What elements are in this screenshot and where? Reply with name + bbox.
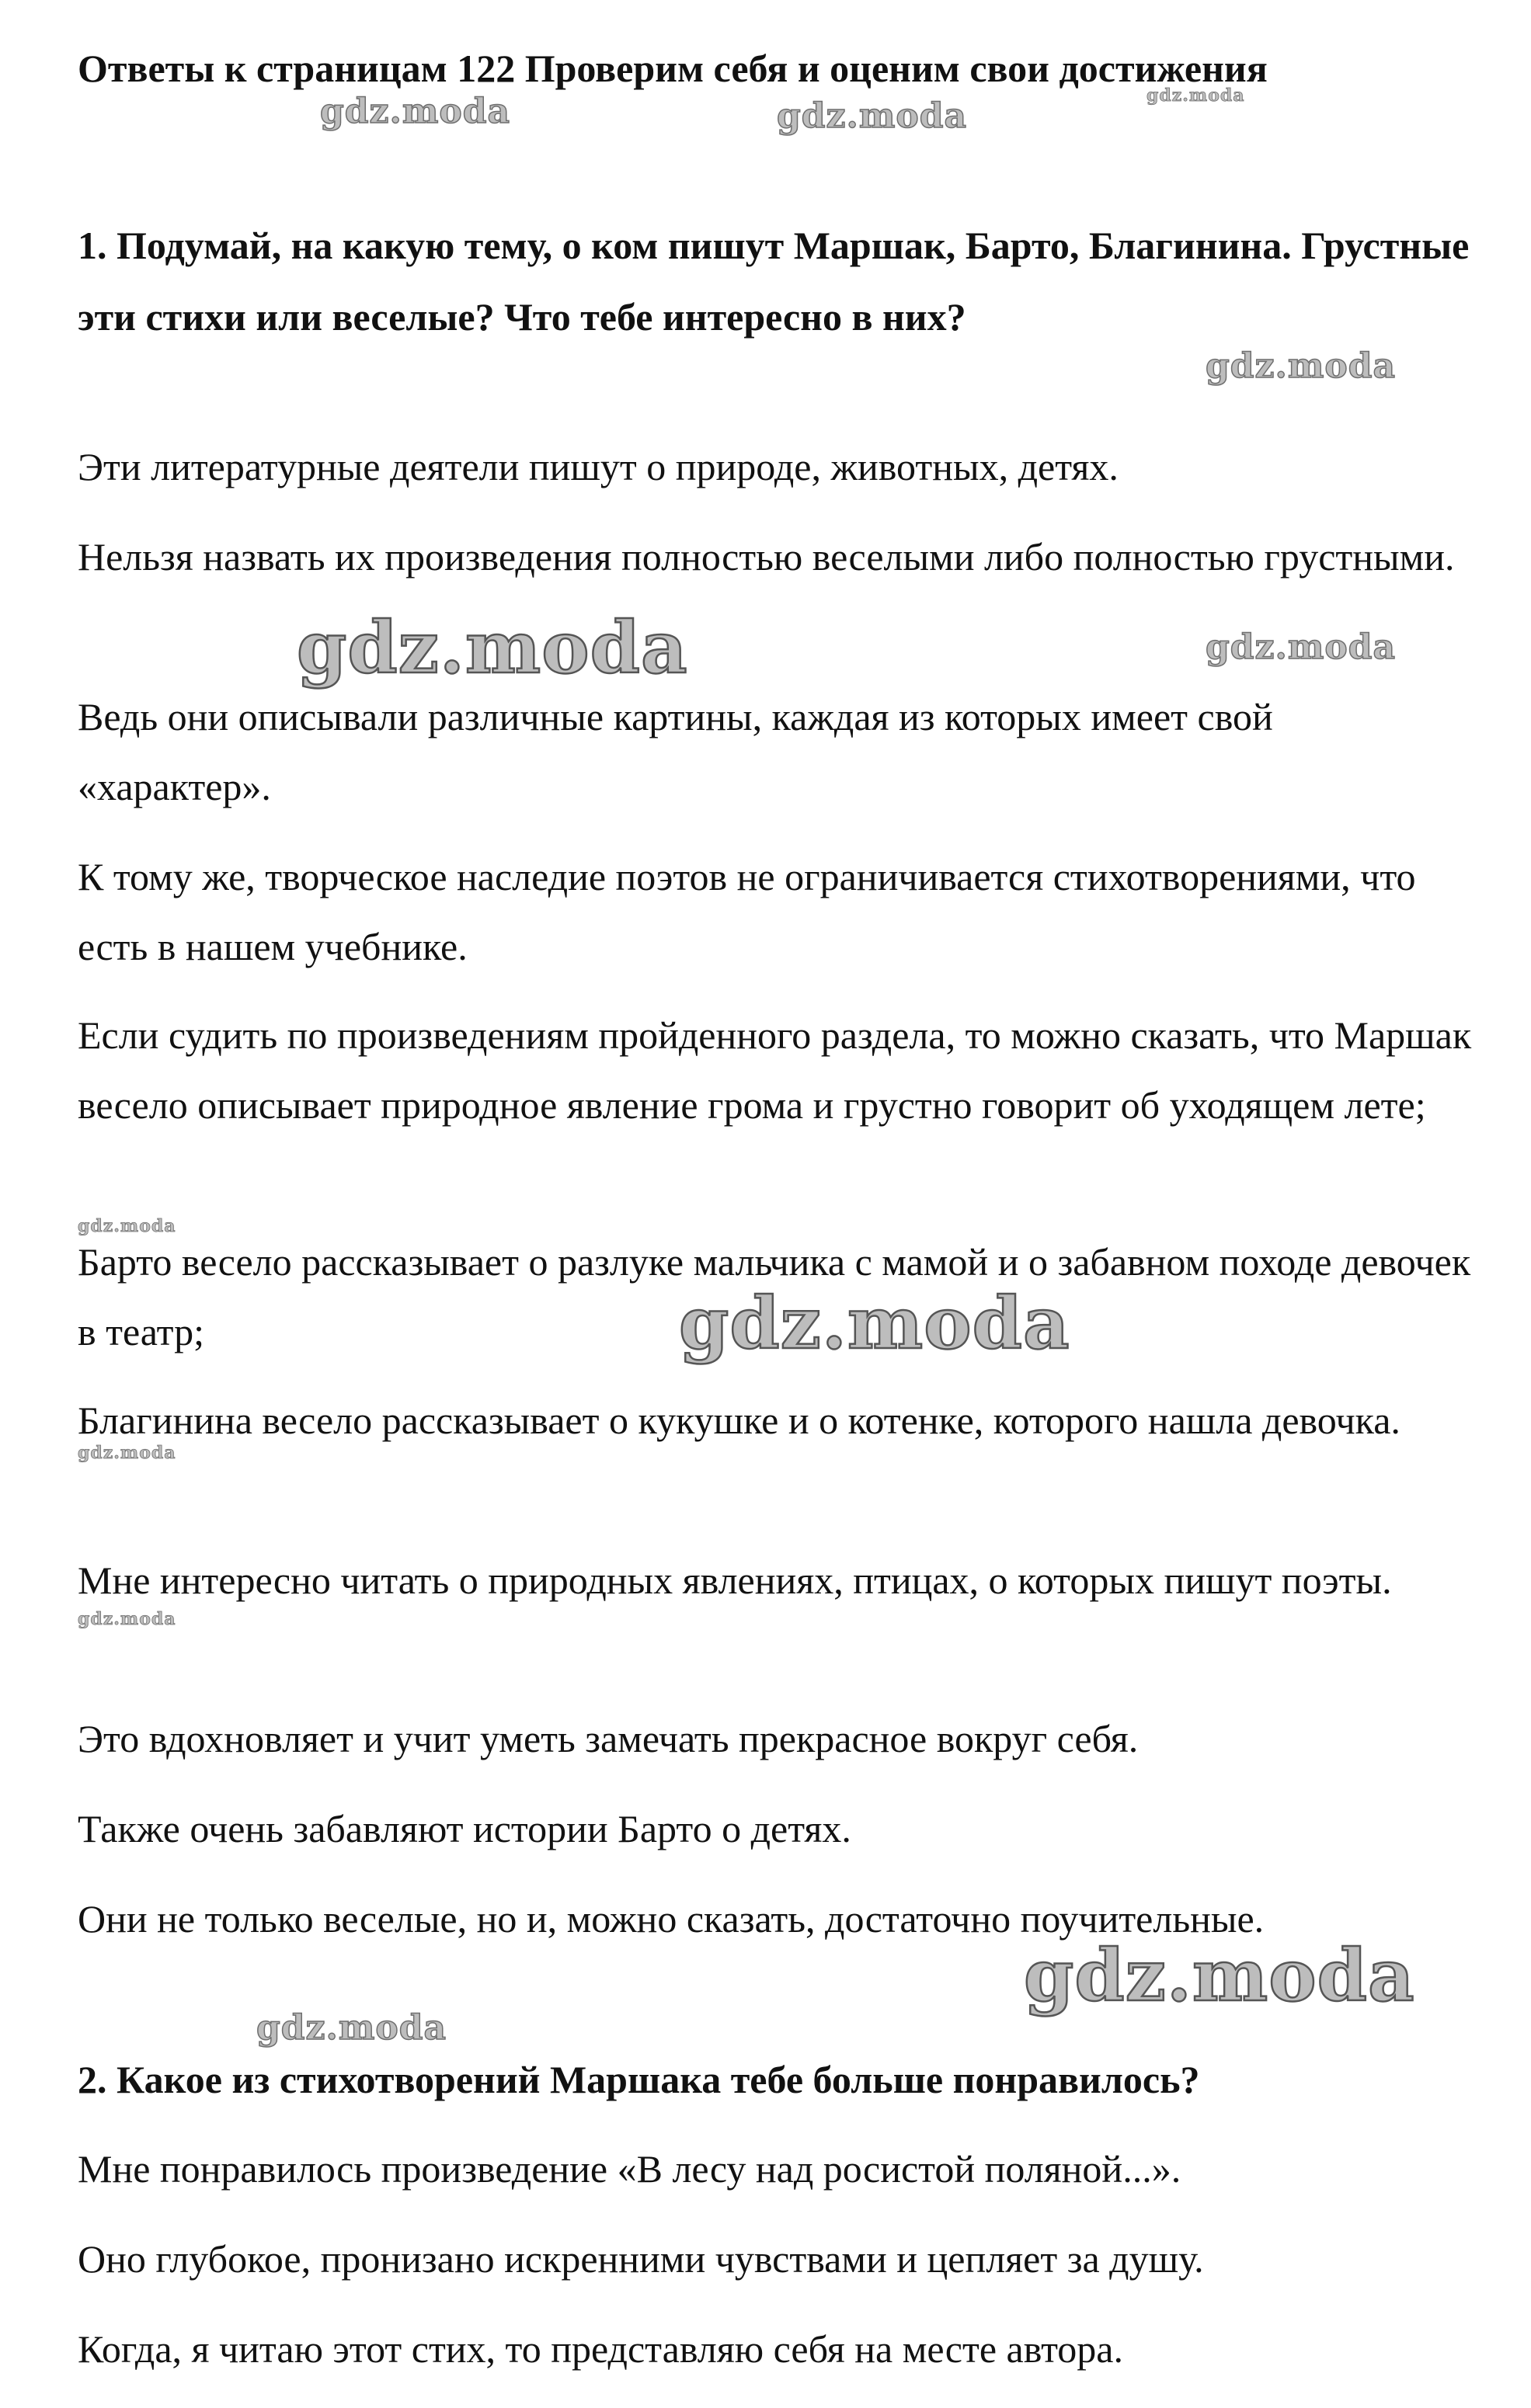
- question-1-heading: 1. Подумай, на какую тему, о ком пишут Маршак, Барто, Благинина. Грустные эти стихи или веселые? Что тебе интересно в них?: [78, 224, 1470, 339]
- answer-paragraph: Эти литературные деятели пишут о природе, животных, детях.: [78, 445, 1119, 488]
- question-2-heading: 2. Какое из стихотворений Маршака тебе больше понравилось?: [78, 2058, 1200, 2101]
- answer-paragraph: Мне интересно читать о природных явлениях, птицах, о которых пишут поэты.: [78, 1558, 1392, 1602]
- watermark-logo: gdz.moda: [297, 606, 688, 690]
- answer-paragraph: Нельзя назвать их произведения полностью веселыми либо полностью грустными.: [78, 535, 1455, 579]
- watermark-logo: gdz.moda: [777, 96, 968, 136]
- answer-paragraph: Также очень забавляют истории Барто о детях.: [78, 1807, 851, 1850]
- watermark-logo: gdz.moda: [256, 2008, 447, 2048]
- watermark-logo: gdz.moda: [679, 1281, 1070, 1365]
- answer-paragraph: Они не только веселые, но и, можно сказать, достаточно поучительные.: [78, 1897, 1265, 1941]
- answer-paragraph: Когда, я читаю этот стих, то представляю себя на месте автора.: [78, 2327, 1123, 2371]
- watermark-logo: gdz.moda: [1024, 1934, 1415, 2017]
- answer-paragraph: Оно глубокое, пронизано искренними чувствами и цепляет за душу.: [78, 2237, 1204, 2281]
- watermark-logo: gdz.moda: [1206, 627, 1397, 667]
- watermark-logo: gdz.moda: [78, 1609, 176, 1629]
- answer-paragraph: К тому же, творческое наследие поэтов не ограничивается стихотворениями, что есть в нашем учебнике.: [78, 855, 1416, 968]
- watermark-logo: gdz.moda: [320, 92, 511, 131]
- answer-paragraph: Благинина весело рассказывает о кукушке и о котенке, которого нашла девочка.: [78, 1399, 1401, 1442]
- answer-paragraph: Если судить по произведениям пройденного раздела, то можно сказать, что Маршак весело описывает природное явление грома и грустно говорит об уходящем лете;: [78, 1013, 1472, 1127]
- answer-paragraph: Барто весело рассказывает о разлуке мальчика с мамой и о забавном походе девочек в театр;: [78, 1240, 1471, 1353]
- answer-paragraph: Ведь они описывали различные картины, каждая из которых имеет свой «характер».: [78, 695, 1273, 808]
- answer-paragraph: Это вдохновляет и учит уметь замечать прекрасное вокруг себя.: [78, 1717, 1139, 1760]
- watermark-logo: gdz.moda: [78, 1216, 176, 1236]
- watermark-logo: gdz.moda: [1206, 346, 1397, 386]
- watermark-logo: gdz.moda: [1147, 85, 1245, 106]
- page-title: Ответы к страницам 122 Проверим себя и оценим свои достижения: [78, 47, 1268, 90]
- watermark-logo: gdz.moda: [78, 1443, 176, 1463]
- answer-paragraph: Мне понравилось произведение «В лесу над росистой поляной...».: [78, 2147, 1181, 2191]
